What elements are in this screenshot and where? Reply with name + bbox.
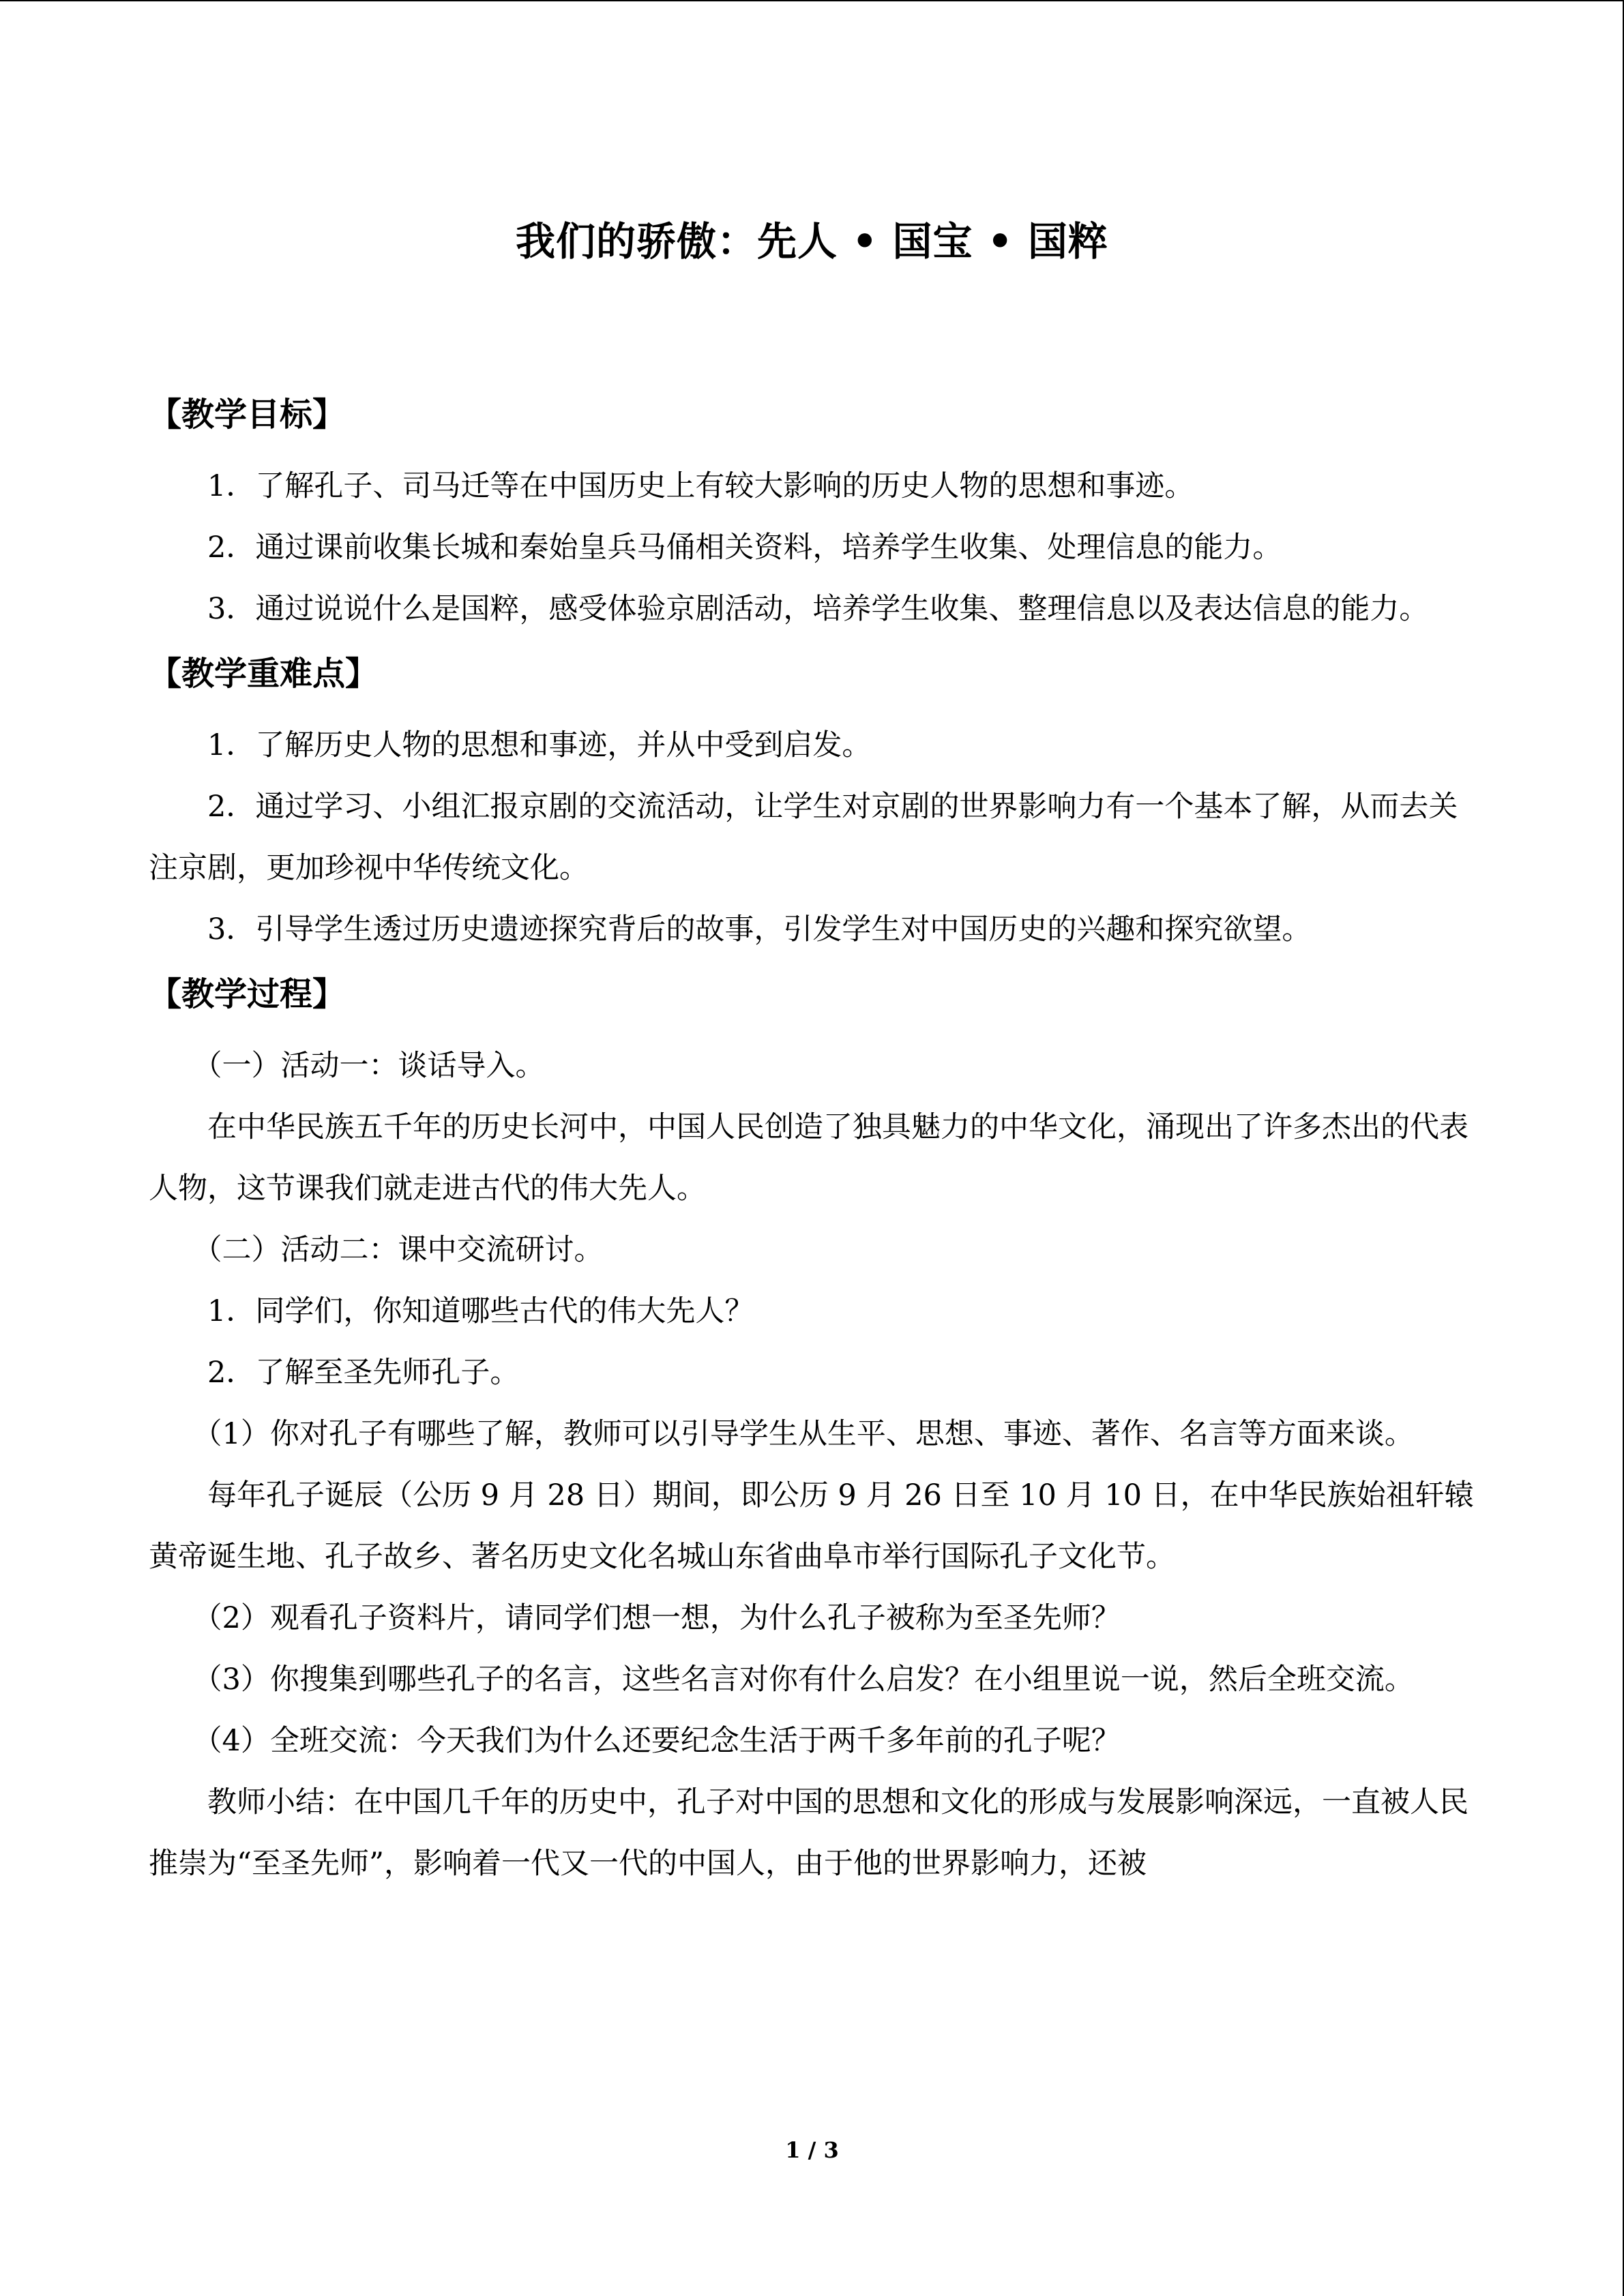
objective-item: 1．了解孔子、司马迁等在中国历史上有较大影响的历史人物的思想和事迹。 bbox=[207, 469, 1194, 503]
key-point-item: 3．引导学生透过历史遗迹探究背后的故事，引发学生对中国历史的兴趣和探究欲望。 bbox=[207, 912, 1312, 946]
document-body bbox=[149, 387, 1479, 1894]
page-title: 我们的骄傲：先人 • 国宝 • 国粹 bbox=[516, 218, 1108, 265]
key-point-item: 2．通过学习、小组汇报京剧的交流活动，让学生对京剧的世界影响力有一个基本了解，从而去关注京剧，更加珍视中华传统文化。 bbox=[149, 790, 1458, 885]
section-heading-objectives: 【教学目标】 bbox=[149, 396, 346, 434]
process-paragraph: （2）观看孔子资料片，请同学们想一想，为什么孔子被称为至圣先师？ bbox=[192, 1601, 1121, 1635]
process-paragraph: 教师小结：在中国几千年的历史中，孔子对中国的思想和文化的形成与发展影响深远，一直被人民推崇为“至圣先师”，影响着一代又一代的中国人，由于他的世界影响力，还被 bbox=[149, 1785, 1468, 1881]
process-paragraph: （一）活动一：谈话导入。 bbox=[192, 1049, 545, 1083]
process-paragraph: 每年孔子诞辰（公历 9 月 28 日）期间，即公历 9 月 26 日至 10 月 10 日，在中华民族始祖轩辕黄帝诞生地、孔子故乡、著名历史文化名城山东省曲阜市举行国际孔子文化节。 bbox=[149, 1478, 1474, 1574]
process-paragraph: （4）全班交流：今天我们为什么还要纪念生活于两千多年前的孔子呢？ bbox=[192, 1724, 1121, 1758]
process-paragraph: （1）你对孔子有哪些了解，教师可以引导学生从生平、思想、事迹、著作、名言等方面来谈。 bbox=[192, 1417, 1414, 1451]
process-paragraph: （3）你搜集到哪些孔子的名言，这些名言对你有什么启发？在小组里说一说，然后全班交流。 bbox=[192, 1663, 1414, 1697]
process-paragraph: 2．了解至圣先师孔子。 bbox=[207, 1356, 520, 1390]
key-point-item: 1．了解历史人物的思想和事迹，并从中受到启发。 bbox=[207, 728, 872, 762]
process-paragraph: 1．同学们，你知道哪些古代的伟大先人？ bbox=[207, 1294, 754, 1328]
objective-item: 2．通过课前收集长城和秦始皇兵马俑相关资料，培养学生收集、处理信息的能力。 bbox=[207, 531, 1282, 565]
process-paragraph: （二）活动二：课中交流研讨。 bbox=[192, 1233, 604, 1267]
section-heading-process: 【教学过程】 bbox=[149, 975, 346, 1013]
process-paragraph: 在中华民族五千年的历史长河中，中国人民创造了独具魅力的中华文化，涌现出了许多杰出的代表人物，这节课我们就走进古代的伟大先人。 bbox=[149, 1110, 1468, 1206]
page-indicator: 1 / 3 bbox=[785, 2137, 839, 2163]
section-heading-key-points: 【教学重难点】 bbox=[149, 655, 379, 693]
objective-item: 3．通过说说什么是国粹，感受体验京剧活动，培养学生收集、整理信息以及表达信息的能力。 bbox=[207, 592, 1429, 626]
